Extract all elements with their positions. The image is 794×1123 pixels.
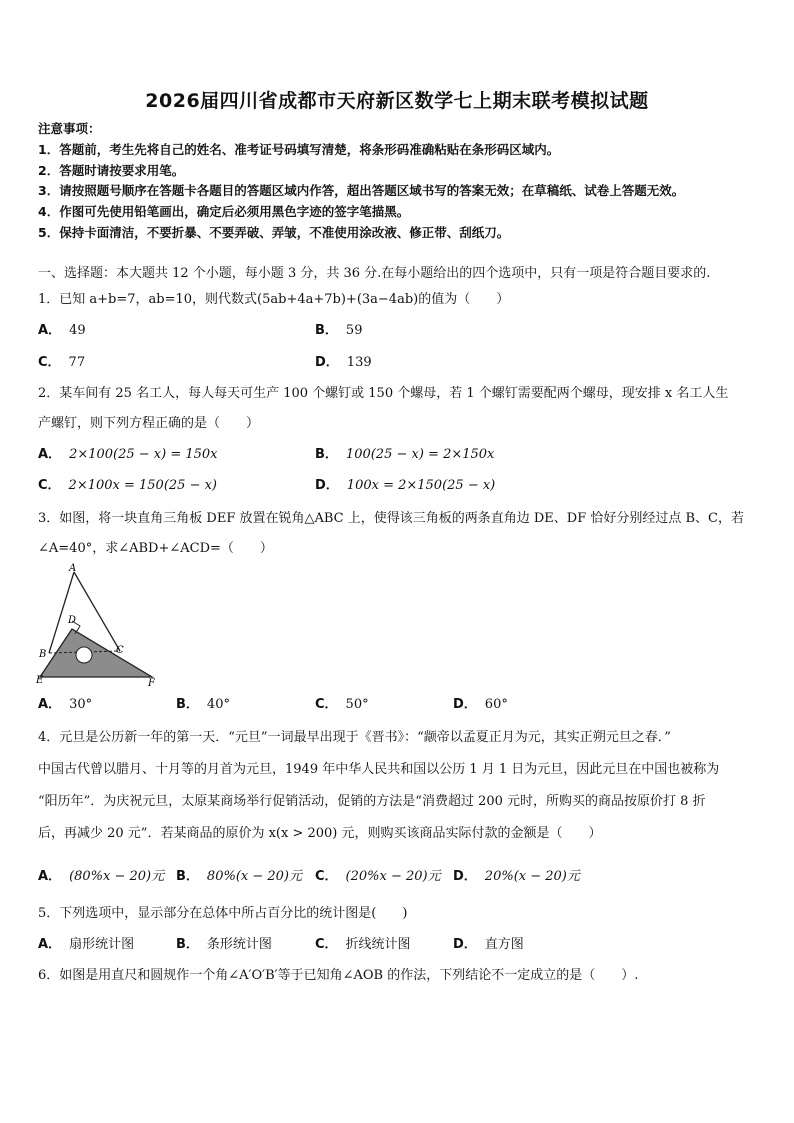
q1-option-d bbox=[315, 355, 372, 371]
notice-item-2: 2．答题时请按要求用笔。 bbox=[38, 163, 185, 178]
option-text: 49 bbox=[69, 323, 86, 338]
q4-stem-line1: 4．元旦是公历新一年的第一天．“元旦”一词最早出现于《晋书》：“颛帝以孟夏正月为元，其实正朔元旦之春．” bbox=[38, 730, 671, 745]
q4-option-d bbox=[453, 869, 580, 885]
option-label: B． bbox=[176, 869, 199, 884]
label-b: B bbox=[39, 649, 47, 660]
q5-option-d bbox=[453, 937, 524, 953]
triangle-figure bbox=[34, 562, 164, 690]
option-label: D． bbox=[453, 697, 477, 712]
q2-stem-line2: 产螺钉，则下列方程正确的是（ ） bbox=[38, 416, 260, 431]
q3-option-a bbox=[38, 697, 92, 713]
option-label: A． bbox=[38, 869, 62, 884]
q3-stem-line2: ∠A=40°，求∠ABD+∠ACD=（ ） bbox=[38, 541, 273, 556]
q5-option-a bbox=[38, 937, 134, 953]
q1-option-a bbox=[38, 323, 86, 339]
option-text: 20%(x − 20)元 bbox=[484, 869, 580, 884]
q3-option-c bbox=[315, 697, 369, 713]
option-label: C． bbox=[315, 869, 338, 884]
option-label: B． bbox=[176, 937, 199, 952]
notice-item-3: 3．请按照题号顺序在答题卡各题目的答题区域内作答，超出答题区域书写的答案无效；在草稿纸、试卷上答题无效。 bbox=[38, 183, 685, 198]
option-label: C． bbox=[315, 937, 338, 952]
label-a: A bbox=[69, 563, 77, 574]
option-text: (80%x − 20)元 bbox=[69, 869, 165, 884]
q3-option-b bbox=[176, 697, 230, 713]
option-label: B． bbox=[315, 447, 338, 462]
option-text: 50° bbox=[345, 697, 369, 712]
q4-stem-line3: “阳历年”．为庆祝元旦，太原某商场举行促销活动，促销的方法是“消费超过 200 元时，所购买的商品按原价打 8 折 bbox=[38, 794, 706, 809]
q1-option-c bbox=[38, 355, 85, 371]
option-label: A． bbox=[38, 937, 62, 952]
option-text: 100x = 2×150(25 − x) bbox=[346, 478, 496, 493]
label-e: E bbox=[36, 675, 44, 686]
q2-stem-line1: 2．某车间有 25 名工人，每人每天可生产 100 个螺钉或 150 个螺母，若 1 个螺钉需要配两个螺母，现安排 x 名工人生 bbox=[38, 386, 729, 401]
option-text: 折线统计图 bbox=[345, 937, 411, 952]
option-text: 80%(x − 20)元 bbox=[206, 869, 302, 884]
option-label: C． bbox=[315, 697, 338, 712]
q5-option-c bbox=[315, 937, 411, 953]
q4-option-c bbox=[315, 869, 441, 885]
q1-option-b bbox=[315, 323, 362, 339]
notice-item-1: 1．答题前，考生先将自己的姓名、准考证号码填写清楚，将条形码准确粘贴在条形码区域内。 bbox=[38, 142, 560, 157]
option-text: 59 bbox=[345, 323, 363, 338]
q1-stem: 1．已知 a+b=7，ab=10，则代数式(5ab+4a+7b)+(3a−4ab)的值为（ ） bbox=[38, 292, 510, 307]
option-text: 40° bbox=[206, 697, 230, 712]
option-text: 30° bbox=[69, 697, 93, 712]
label-d: D bbox=[68, 615, 77, 626]
option-label: B． bbox=[176, 697, 199, 712]
option-text: 直方图 bbox=[484, 937, 524, 952]
q2-option-a bbox=[38, 447, 218, 463]
q3-option-d bbox=[453, 697, 508, 713]
option-label: D． bbox=[315, 478, 339, 493]
option-text: (20%x − 20)元 bbox=[345, 869, 441, 884]
q6-stem: 6．如图是用直尺和圆规作一个角∠A′O′B′等于已知角∠AOB 的作法，下列结论不一定成立的是（ ）. bbox=[38, 968, 639, 983]
q3-stem-line1: 3．如图，将一块直角三角板 DEF 放置在锐角△ABC 上，使得该三角板的两条直角边 DE、DF 恰好分别经过点 B、C，若 bbox=[38, 511, 744, 526]
q5-option-b bbox=[176, 937, 272, 953]
q4-stem-line2: 中国古代曾以腊月、十月等的月首为元旦，1949 年中华人民共和国以公历 1 月 1 日为元旦，因此元旦在中国也被称为 bbox=[38, 762, 720, 777]
notice-heading: 注意事项： bbox=[38, 121, 101, 136]
q2-option-d bbox=[315, 478, 495, 494]
option-text: 2×100x = 150(25 − x) bbox=[68, 478, 217, 493]
option-text: 60° bbox=[484, 697, 508, 712]
option-text: 条形统计图 bbox=[206, 937, 272, 952]
q4-option-b bbox=[176, 869, 302, 885]
label-c: C bbox=[116, 645, 124, 656]
label-f: F bbox=[148, 678, 155, 689]
option-text: 77 bbox=[68, 355, 86, 370]
option-text: 100(25 − x) = 2×150x bbox=[345, 447, 495, 462]
q4-option-a bbox=[38, 869, 164, 885]
option-text: 139 bbox=[346, 355, 372, 370]
option-text: 2×100(25 − x) = 150x bbox=[69, 447, 218, 462]
option-label: D． bbox=[453, 869, 477, 884]
option-label: C． bbox=[38, 478, 61, 493]
option-label: A． bbox=[38, 323, 62, 338]
q2-option-c bbox=[38, 478, 217, 494]
option-label: C． bbox=[38, 355, 61, 370]
option-label: A． bbox=[38, 697, 62, 712]
option-text: 扇形统计图 bbox=[69, 937, 135, 952]
q4-stem-line4: 后，再减少 20 元”．若某商品的原价为 x(x > 200) 元，则购买该商品实际付款的金额是（ ） bbox=[38, 826, 602, 841]
page-title: 2026届四川省成都市天府新区数学七上期末联考模拟试题 bbox=[145, 90, 649, 112]
section-heading: 一、选择题：本大题共 12 个小题，每小题 3 分，共 36 分.在每小题给出的四个选项中，只有一项是符合题目要求的. bbox=[38, 266, 711, 281]
option-label: D． bbox=[315, 355, 339, 370]
q5-stem: 5．下列选项中，显示部分在总体中所占百分比的统计图是( ) bbox=[38, 906, 408, 921]
option-label: D． bbox=[453, 937, 477, 952]
set-square-hole bbox=[76, 647, 92, 663]
notice-item-5: 5．保持卡面清洁，不要折暴、不要弄破、弄皱，不准使用涂改液、修正带、刮纸刀。 bbox=[38, 225, 510, 240]
option-label: B． bbox=[315, 323, 338, 338]
option-label: A． bbox=[38, 447, 62, 462]
notice-item-4: 4．作图可先使用铅笔画出，确定后必须用黑色字迹的签字笔描黑。 bbox=[38, 204, 410, 219]
q2-option-b bbox=[315, 447, 494, 463]
